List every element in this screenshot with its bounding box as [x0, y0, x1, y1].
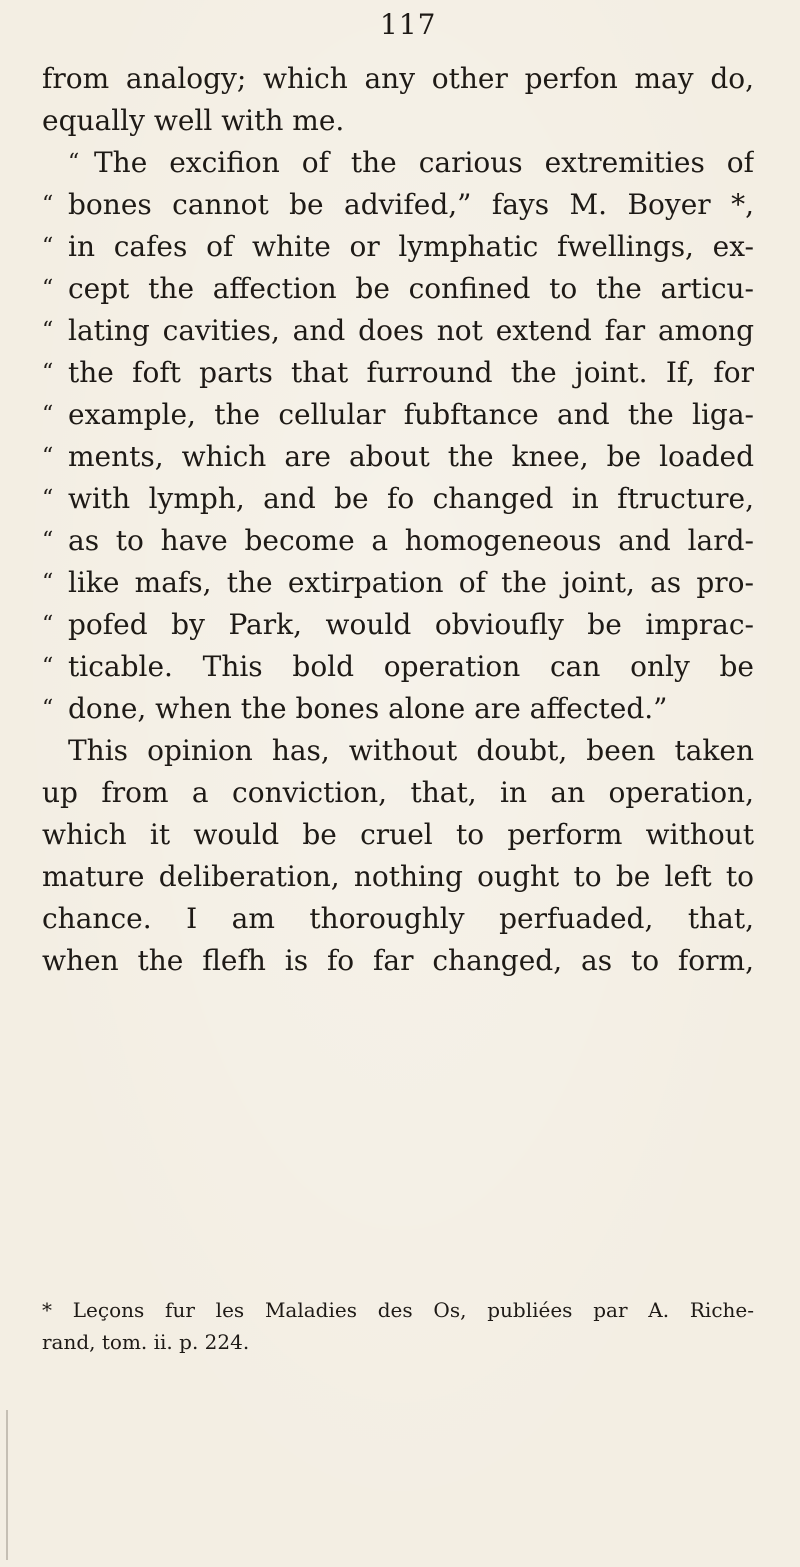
- line-text: This opinion has, without doubt, been taken: [68, 734, 754, 767]
- line-text: pofed by Park, would obvioufly be imprac-: [68, 608, 754, 641]
- text-line: [42, 772, 754, 814]
- quote-mark: “: [68, 150, 80, 175]
- line-text: which it would be cruel to perform without: [42, 818, 754, 851]
- line-text: from analogy; which any other perfon may do,: [42, 62, 754, 95]
- line-text: with lymph, and be fo changed in ftructure,: [68, 482, 754, 515]
- quote-mark: “: [42, 276, 54, 301]
- text-line: [42, 310, 754, 352]
- line-text: in cafes of white or lymphatic fwellings, ex-: [68, 230, 754, 263]
- text-line: [42, 814, 754, 856]
- page-edge-shadow: [6, 1410, 8, 1560]
- quote-mark: “: [42, 402, 54, 427]
- line-text: done, when the bones alone are affected.”: [68, 692, 668, 725]
- line-text: The excifion of the carious extremities of: [94, 146, 754, 179]
- line-text: like mafs, the extirpation of the joint, as pro-: [68, 566, 754, 599]
- quote-mark: “: [42, 696, 54, 721]
- quote-mark: “: [42, 360, 54, 385]
- line-text: when the flefh is fo far changed, as to form,: [42, 944, 754, 977]
- text-line: [42, 688, 754, 730]
- line-text: example, the cellular fubftance and the liga-: [68, 398, 754, 431]
- line-text: chance. I am thoroughly perfuaded, that,: [42, 902, 754, 935]
- line-text: equally well with me.: [42, 104, 345, 137]
- text-line: [42, 898, 754, 940]
- page-number: 117: [380, 8, 437, 41]
- text-line: [42, 646, 754, 688]
- text-line: [42, 436, 754, 478]
- quote-mark: “: [42, 318, 54, 343]
- text-line: [42, 394, 754, 436]
- quote-mark: “: [42, 654, 54, 679]
- footnote-line-1: * Leçons fur les Maladies des Os, publiées par A. Riche-: [42, 1298, 754, 1322]
- quote-mark: “: [42, 612, 54, 637]
- quote-mark: “: [42, 528, 54, 553]
- text-line: [42, 478, 754, 520]
- quote-mark: “: [42, 234, 54, 259]
- footnote-line-2: rand, tom. ii. p. 224.: [42, 1330, 250, 1354]
- text-line: [42, 730, 754, 772]
- quote-mark: “: [42, 444, 54, 469]
- line-text: bones cannot be advifed,” fays M. Boyer *,: [68, 188, 754, 221]
- text-line: [42, 352, 754, 394]
- text-line: [42, 184, 754, 226]
- line-text: ticable. This bold operation can only be: [68, 650, 754, 683]
- line-text: cept the affection be confined to the articu-: [68, 272, 754, 305]
- text-line: [42, 604, 754, 646]
- text-line: [42, 100, 754, 142]
- text-line: [42, 58, 754, 100]
- line-text: mature deliberation, nothing ought to be left to: [42, 860, 754, 893]
- quote-mark: “: [42, 192, 54, 217]
- text-line: [42, 226, 754, 268]
- line-text: up from a conviction, that, in an operation,: [42, 776, 754, 809]
- line-text: ments, which are about the knee, be loaded: [68, 440, 754, 473]
- line-text: as to have become a homogeneous and lard-: [68, 524, 754, 557]
- text-line: [42, 562, 754, 604]
- text-line: [42, 520, 754, 562]
- line-text: lating cavities, and does not extend far among: [68, 314, 754, 347]
- quote-mark: “: [42, 486, 54, 511]
- text-line: [42, 268, 754, 310]
- line-text: the foft parts that furround the joint. If, for: [68, 356, 754, 389]
- text-line: [42, 856, 754, 898]
- text-line: [42, 142, 754, 184]
- text-line: [42, 940, 754, 982]
- quote-mark: “: [42, 570, 54, 595]
